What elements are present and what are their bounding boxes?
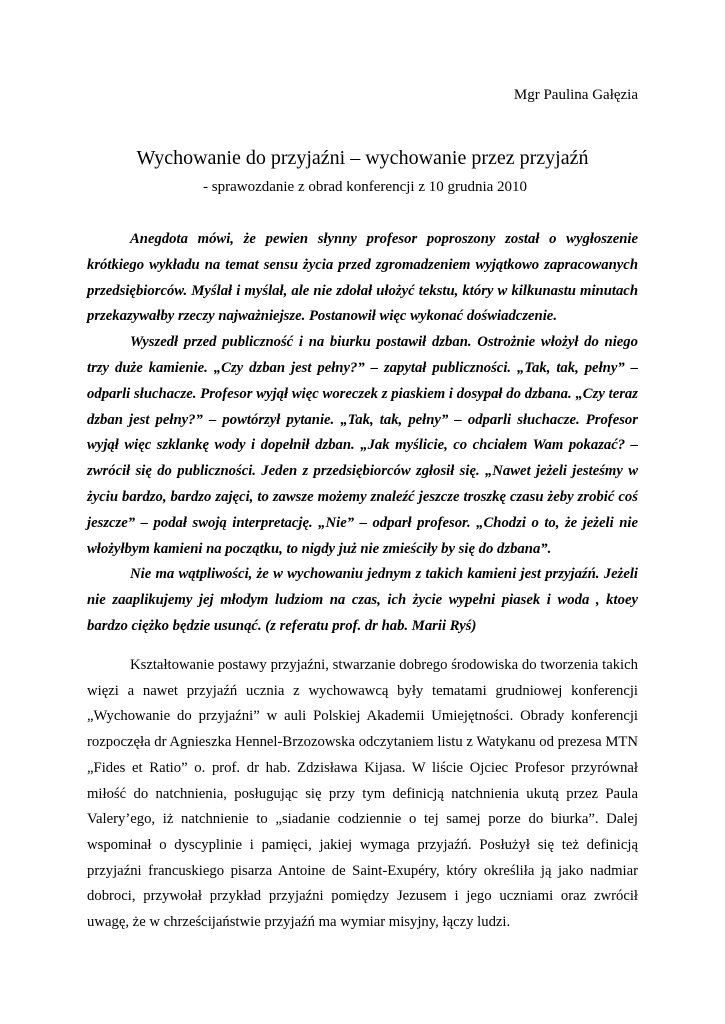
document-title: Wychowanie do przyjaźni – wychowanie przez przyjaźń [136, 147, 589, 169]
report-paragraph: Kształtowanie postawy przyjaźni, stwarzanie dobrego środowiska do tworzenia takich więzi a nawet przyjaźń ucznia z wychowawcą były tematami grudniowej konferencji „Wychowanie do przyjaźni” w auli Polskiej Akademii Umiejętności. Obrady konferencji rozpoczęła dr Agnieszka Hennel-Brzozowska odczytaniem listu z Watykanu od prezesa MTN „Fides et Ratio” o. prof. dr hab. Zdzisława Kijasa. W liście Ojciec Profesor przyrównał miłość do natchnienia, posługując się przy tym definicją natchnienia ukutą przez Paula Valery’ego, iż natchnienie to „siadanie codziennie o tej samej porze do biurka”. Dalej wspominał o dyscyplinie i pamięci, jakiej wymaga przyjaźń. Posłużył się też definicją przyjaźni francuskiego pisarza Antoine de Saint-Exupéry, który określiła ją jako nadmiar dobroci, przywołał przykład przyjaźni pomiędzy Jezusem i jego uczniami oraz zwrócił uwagę, że w chrześcijaństwie przyjaźń ma wymiar misyjny, łączy ludzi. [87, 657, 638, 931]
anecdote-paragraph: Wyszedł przed publiczność i na biurku postawił dzban. Ostrożnie włożył do niego trzy duże kamienie. „Czy dzban jest pełny?” – zapytał publiczności. „Tak, tak, pełny” – odparli słuchacze. Profesor wyjął więc woreczek z piaskiem i dosypał do dzbana. „Czy teraz dzban jest pełny?” – powtórzył pytanie. „Tak, tak, pełny” – odparli słuchacze. Profesor wyjął więc szklankę wody i dopełnił dzban. „Jak myślicie, co chciałem Wam pokazać? – zwrócił się do publiczności. Jeden z przedsiębiorców zgłosił się. „Nawet jeżeli jesteśmy w życiu bardzo, bardzo zajęci, to zawsze możemy znaleźć jeszcze troszkę czasu żeby zrobić coś jeszcze” – podał swoją interpretację. „Nie” – odparł profesor. „Chodzi o to, że jeżeli nie włożyłbym kamieni na początku, to nigdy już nie zmieściły by się do dzbana”. [87, 334, 638, 557]
anecdote-paragraph: Nie ma wątpliwości, że w wychowaniu jednym z takich kamieni jest przyjaźń. Jeżeli nie zaaplikujemy jej młodym ludziom na czas, ich życie wypełni piasek i woda , ktoey bardzo ciężko będzie usunąć. (z referatu prof. dr hab. Marii Ryś) [87, 566, 638, 634]
anecdote-paragraph: Anegdota mówi, że pewien słynny profesor poproszony został o wygłoszenie krótkiego wykładu na temat sensu życia przed zgromadzeniem wyjątkowo zapracowanych przedsiębiorców. Myślał i myślał, ale nie zdołał ułożyć tekstu, który w kilkunastu minutach przekazywałby rzeczy najważniejsze. Postanowił więc wykonać doświadczenie. [87, 231, 638, 325]
document-subtitle: - sprawozdanie z obrad konferencji z 10 grudnia 2010 [203, 179, 528, 195]
anecdote-section [87, 227, 638, 640]
report-section [87, 653, 638, 936]
author-name: Mgr Paulina Gałęzia [513, 87, 638, 103]
